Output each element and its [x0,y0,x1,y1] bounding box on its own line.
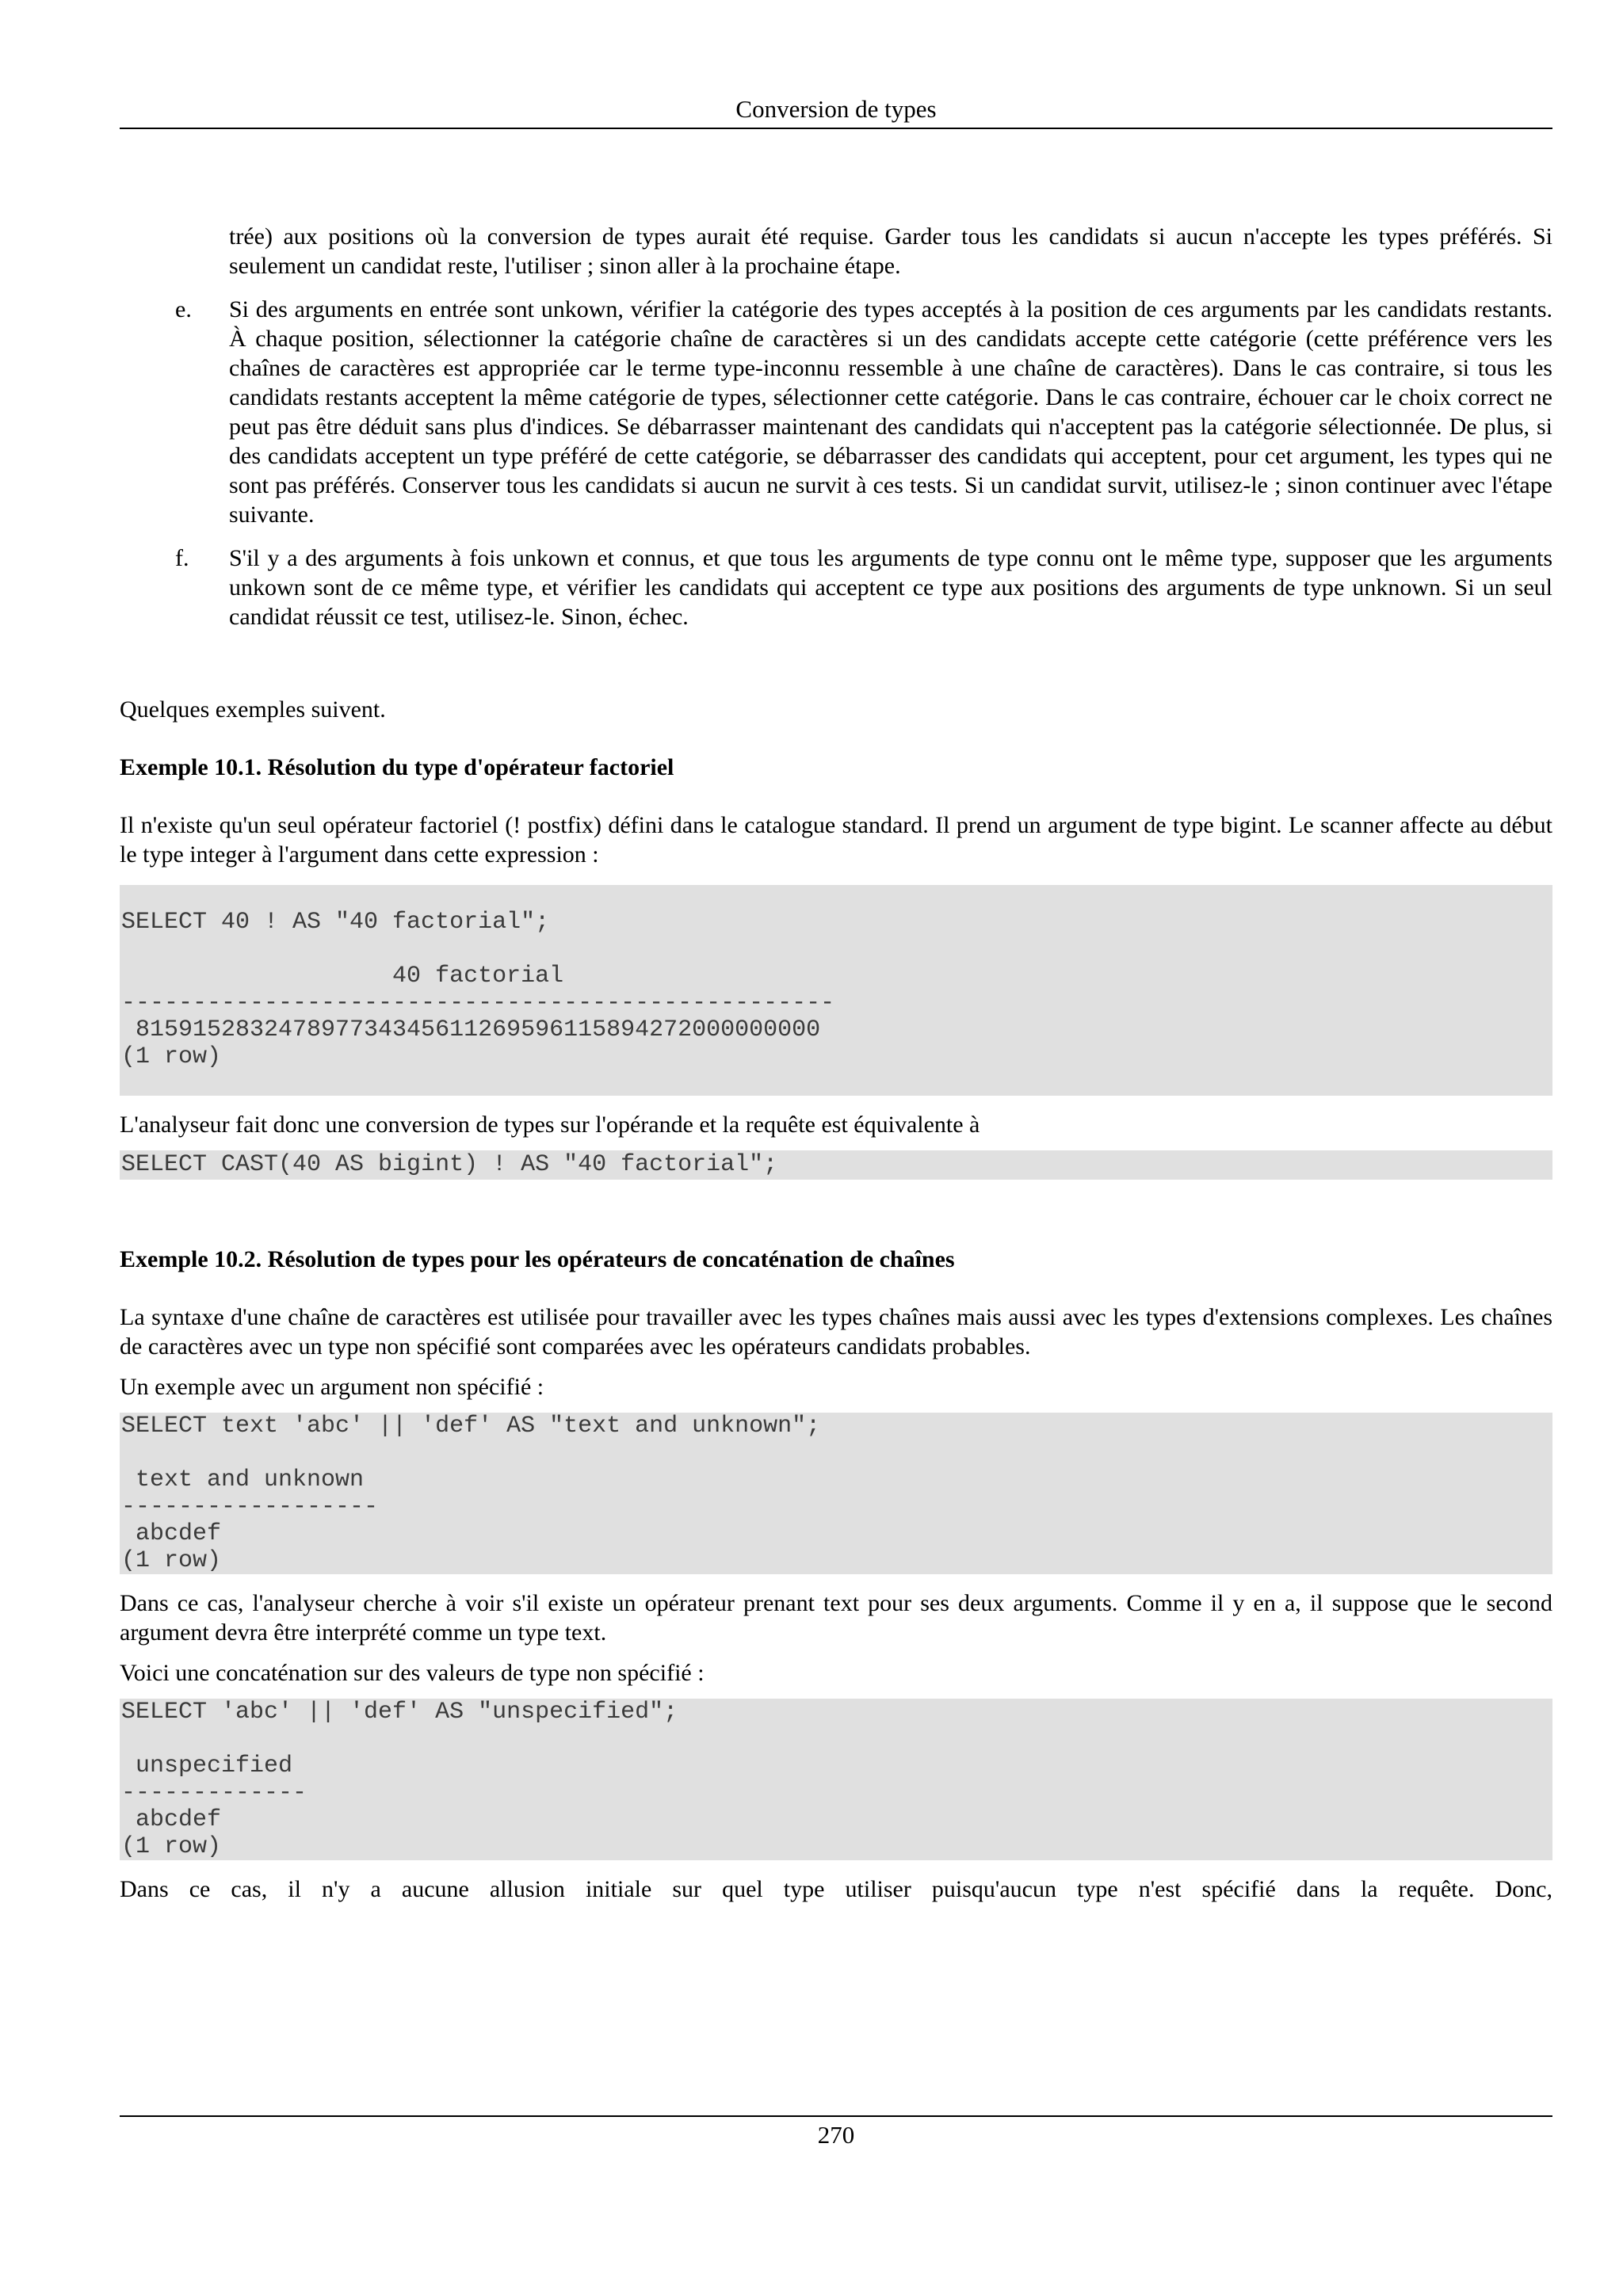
page-number: 270 [817,2121,855,2149]
list-marker: f. [175,545,189,571]
example-paragraph: Dans ce cas, il n'y a aucune allusion initiale sur quel type utiliser puisqu'aucun type n'est spécifié dans la requête. Donc, [120,1876,1552,1902]
code-block [120,1413,1552,1574]
example-paragraph: Voici une concaténation sur des valeurs de type non spécifié : [120,1660,705,1686]
code-block [120,1699,1552,1860]
footer-rule [120,2115,1552,2117]
example-title: Exemple 10.1. Résolution du type d'opérateur factoriel [120,754,674,780]
page-body [120,222,1552,1904]
example-paragraph: La syntaxe d'une chaîne de caractères est utilisée pour travailler avec les types chaînes mais aussi avec les types d'extensions complexes. Les chaînes de caractères avec un type non spécifié sont comparées avec les opérateurs candidats probables. [120,1304,1552,1360]
list-item-text: S'il y a des arguments à fois unkown et connus, et que tous les arguments de type connu ont le même type, supposer que les arguments unkown sont de ce même type, et vérifier les candidats qui acceptent ce type aux positions des arguments de type unknown. Si un seul candidat réussit ce test, utilisez-le. Sinon, échec. [229,545,1552,630]
examples-intro: Quelques exemples suivent. [120,696,386,723]
header-rule [120,128,1552,129]
code-block [120,885,1552,1096]
code-listing: SELECT CAST(40 AS bigint) ! AS "40 factorial"; [120,1150,1552,1180]
example-title: Exemple 10.2. Résolution de types pour les opérateurs de concaténation de chaînes [120,1246,955,1272]
example-paragraph: L'analyseur fait donc une conversion de types sur l'opérande et la requête est équivalente à [120,1112,980,1138]
example-paragraph: Dans ce cas, l'analyseur cherche à voir s'il existe un opérateur prenant text pour ses deux arguments. Comme il y en a, il suppose que le second argument devra être interprété comme un type text. [120,1590,1552,1646]
continued-list-paragraph: trée) aux positions où la conversion de types aurait été requise. Garder tous les candidats si aucun n'accepte les types préférés. Si seulement un candidat reste, l'utiliser ; sinon aller à la prochaine étape. [229,223,1552,279]
running-header: Conversion de types [735,95,937,123]
list-marker: e. [175,296,192,322]
list-item-text: Si des arguments en entrée sont unkown, vérifier la catégorie des types acceptés à la position de ces arguments par les candidats restants. À chaque position, sélectionner la catégorie chaîne de caractères si un des candidats accepte cette catégorie (cette préférence vers les chaînes de caractères est appropriée car le terme type-inconnu ressemble à une chaîne de caractères). Dans le cas contraire, si tous les candidats restants acceptent la même catégorie de types, sélectionner cette catégorie. Dans le cas contraire, échouer car le choix correct ne peut pas être déduit sans plus d'indices. Se débarrasser maintenant des candidats qui n'acceptent pas la catégorie sélectionnée. De plus, si des candidats acceptent un type préféré de cette catégorie, se débarrasser des candidats qui acceptent, pour cet argument, les types qui ne sont pas préférés. Conserver tous les candidats si aucun ne survit à ces tests. Si un candidat survit, utilisez-le ; sinon continuer avec l'étape suivante. [229,296,1552,528]
list-item-f [175,543,1552,631]
example-paragraph: Un exemple avec un argument non spécifié : [120,1374,544,1400]
list-item-e [175,295,1552,529]
code-listing: SELECT 40 ! AS "40 factorial"; 40 factorial -------------------------------------------------- 815915283247897734345611269596115894272000000000 (1 row) [121,909,835,1070]
code-listing: SELECT text 'abc' || 'def' AS "text and unknown"; text and unknown ------------------ abcdef (1 row) [121,1413,821,1574]
code-listing: SELECT 'abc' || 'def' AS "unspecified"; unspecified ------------- abcdef (1 row) [121,1699,678,1860]
example-paragraph: Il n'existe qu'un seul opérateur factoriel (! postfix) défini dans le catalogue standard. Il prend un argument de type bigint. Le scanner affecte au début le type integer à l'argument dans cette expression : [120,812,1552,868]
